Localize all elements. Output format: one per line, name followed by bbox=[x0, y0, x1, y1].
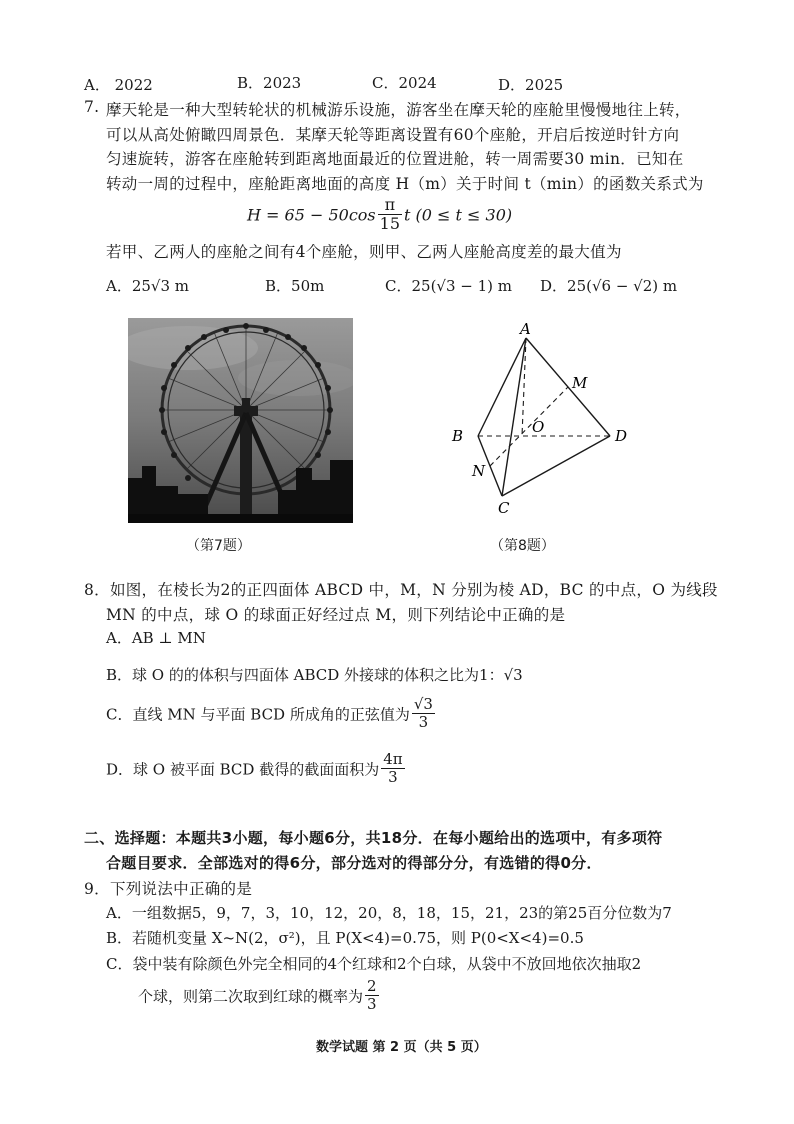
q9-option-c-line2 bbox=[138, 978, 381, 1014]
q7-formula-left: H = 65 − 50cos bbox=[247, 205, 376, 225]
q7-option-c: C．25(√3 − 1) m bbox=[385, 277, 513, 295]
label-o: O bbox=[532, 418, 545, 436]
q9-option-a: A．一组数据5，9，7，3，10，12，20，8，18，15，21，23的第25百分位数为7 bbox=[106, 904, 672, 922]
q7-option-d: D．25(√6 − √2) m bbox=[540, 277, 678, 295]
q8-option-c-num: √3 bbox=[413, 695, 433, 713]
q8-option-d-text: D．球 O 被平面 BCD 截得的截面面积为 bbox=[106, 760, 380, 779]
q7-formula-num: π bbox=[378, 196, 402, 215]
q9-option-c-line1: C．袋中装有除颜色外完全相同的4个红球和2个白球，从袋中不放回地依次抽取2 bbox=[106, 955, 642, 973]
q9-option-c-line2-text: 个球，则第二次取到红球的概率为 bbox=[138, 987, 364, 1006]
q7-number: 7. bbox=[84, 98, 100, 116]
q7-formula-right: t (0 ≤ t ≤ 30) bbox=[404, 205, 513, 225]
q7-line4: 转动一周的过程中，座舱距离地面的高度 H（m）关于时间 t（min）的函数关系式为 bbox=[106, 175, 704, 193]
q7-line3: 匀速旋转，游客在座舱转到距离地面最近的位置进舱，转一周需要30 min．已知在 bbox=[106, 150, 684, 168]
q6-option-c: C．2024 bbox=[372, 74, 437, 92]
ferris-wheel-photo bbox=[128, 318, 353, 523]
q8-option-c bbox=[106, 696, 437, 732]
label-m: M bbox=[572, 374, 588, 392]
q6-option-a: A． 2022 bbox=[84, 76, 153, 94]
edge-cd bbox=[502, 436, 610, 496]
q8-line1: 8．如图，在棱长为2的正四面体 ABCD 中，M，N 分别为棱 AD，BC 的中点，O 为线段 bbox=[84, 581, 718, 599]
q7-line2: 可以从高处俯瞰四周景色．某摩天轮等距离设置有60个座舱，开启后按逆时针方向 bbox=[106, 126, 680, 144]
q7-option-b: B．50m bbox=[265, 277, 325, 295]
q7-formula bbox=[247, 196, 512, 234]
q6-option-d: D．2025 bbox=[498, 76, 564, 94]
q9-option-c-den: 3 bbox=[367, 995, 377, 1014]
q8-option-b: B．球 O 的的体积与四面体 ABCD 外接球的体积之比为1：√3 bbox=[106, 666, 523, 684]
q7-option-a: A．25√3 m bbox=[106, 277, 190, 295]
q7-line1: 摩天轮是一种大型转轮状的机械游乐设施，游客坐在摩天轮的座舱里慢慢地往上转， bbox=[106, 101, 691, 119]
q9-option-b: B．若随机变量 X~N(2，σ²)，且 P(X<4)=0.75，则 P(0<X<4)=0.5 bbox=[106, 929, 584, 947]
q8-option-d bbox=[106, 751, 407, 787]
q8-option-a: A．AB ⊥ MN bbox=[106, 629, 206, 647]
q8-option-c-den: 3 bbox=[418, 713, 429, 732]
page-footer: 数学试题 第 2 页（共 5 页） bbox=[316, 1040, 487, 1055]
q7-figure-caption: （第7题） bbox=[186, 538, 251, 554]
q7-formula-den: 15 bbox=[379, 214, 400, 234]
q9-stem: 9．下列说法中正确的是 bbox=[84, 880, 253, 898]
q9-option-c-num: 2 bbox=[367, 977, 377, 995]
q8-option-c-text: C．直线 MN 与平面 BCD 所成角的正弦值为 bbox=[106, 705, 410, 724]
q8-figure-caption: （第8题） bbox=[490, 538, 555, 554]
section2-line2: 合题目要求．全部选对的得6分，部分选对的得部分分，有选错的得0分． bbox=[106, 854, 602, 872]
q8-line2: MN 的中点，球 O 的球面正好经过点 M，则下列结论中正确的是 bbox=[106, 606, 566, 624]
tetrahedron-diagram bbox=[440, 320, 640, 520]
label-c: C bbox=[498, 499, 510, 517]
section2-line1: 二、选择题：本题共3小题，每小题6分，共18分．在每小题给出的选项中，有多项符 bbox=[84, 829, 663, 847]
q8-option-d-num: 4π bbox=[383, 750, 403, 768]
label-d: D bbox=[615, 427, 628, 445]
label-n: N bbox=[472, 462, 486, 480]
q7-line5: 若甲、乙两人的座舱之间有4个座舱，则甲、乙两人座舱高度差的最大值为 bbox=[106, 243, 622, 261]
q8-option-d-den: 3 bbox=[388, 768, 398, 787]
label-a: A bbox=[520, 320, 531, 338]
label-b: B bbox=[452, 427, 464, 445]
segment-mn bbox=[490, 387, 568, 466]
q6-option-b: B．2023 bbox=[237, 74, 302, 92]
ferris-wheel-illustration bbox=[128, 318, 353, 523]
